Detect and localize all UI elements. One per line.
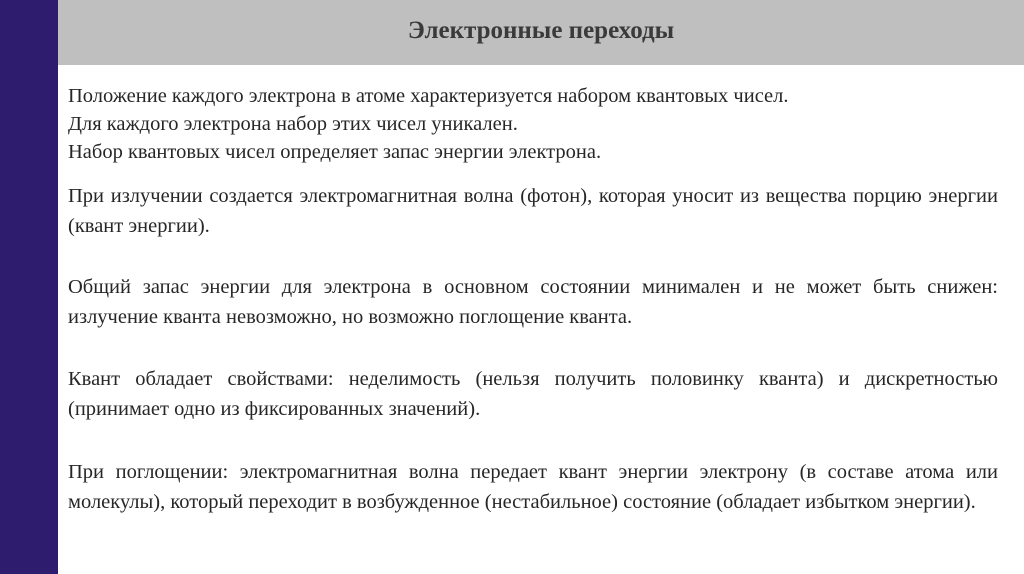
intro-line: Набор квантовых чисел определяет запас энергии электрона. [68, 141, 602, 163]
left-accent-bar [0, 0, 58, 574]
intro-line: Для каждого электрона набор этих чисел уникален. [68, 113, 518, 135]
slide-title: Электронные переходы [407, 17, 675, 44]
title-bar [58, 0, 1024, 65]
paragraph-quantum-properties: Квант обладает свойствами: неделимость (нельзя получить половинку кванта) и дискретностью (принимает одно из фиксированных значений). [68, 368, 998, 420]
intro-line: Положение каждого электрона в атоме характеризуется набором квантовых чисел. [68, 85, 789, 107]
intro-list [68, 82, 998, 166]
paragraph-emission: При излучении создается электромагнитная волна (фотон), которая уносит из вещества порцию энергии (квант энергии). [68, 185, 998, 237]
paragraph-absorption: При поглощении: электромагнитная волна передает квант энергии электрону (в составе атома или молекулы), который переходит в возбужденное (нестабильное) состояние (обладает избытком энергии). [68, 461, 998, 513]
paragraph-ground-state: Общий запас энергии для электрона в основном состоянии минимален и не может быть снижен: излучение кванта невозможно, но возможно поглощение кванта. [68, 276, 998, 328]
